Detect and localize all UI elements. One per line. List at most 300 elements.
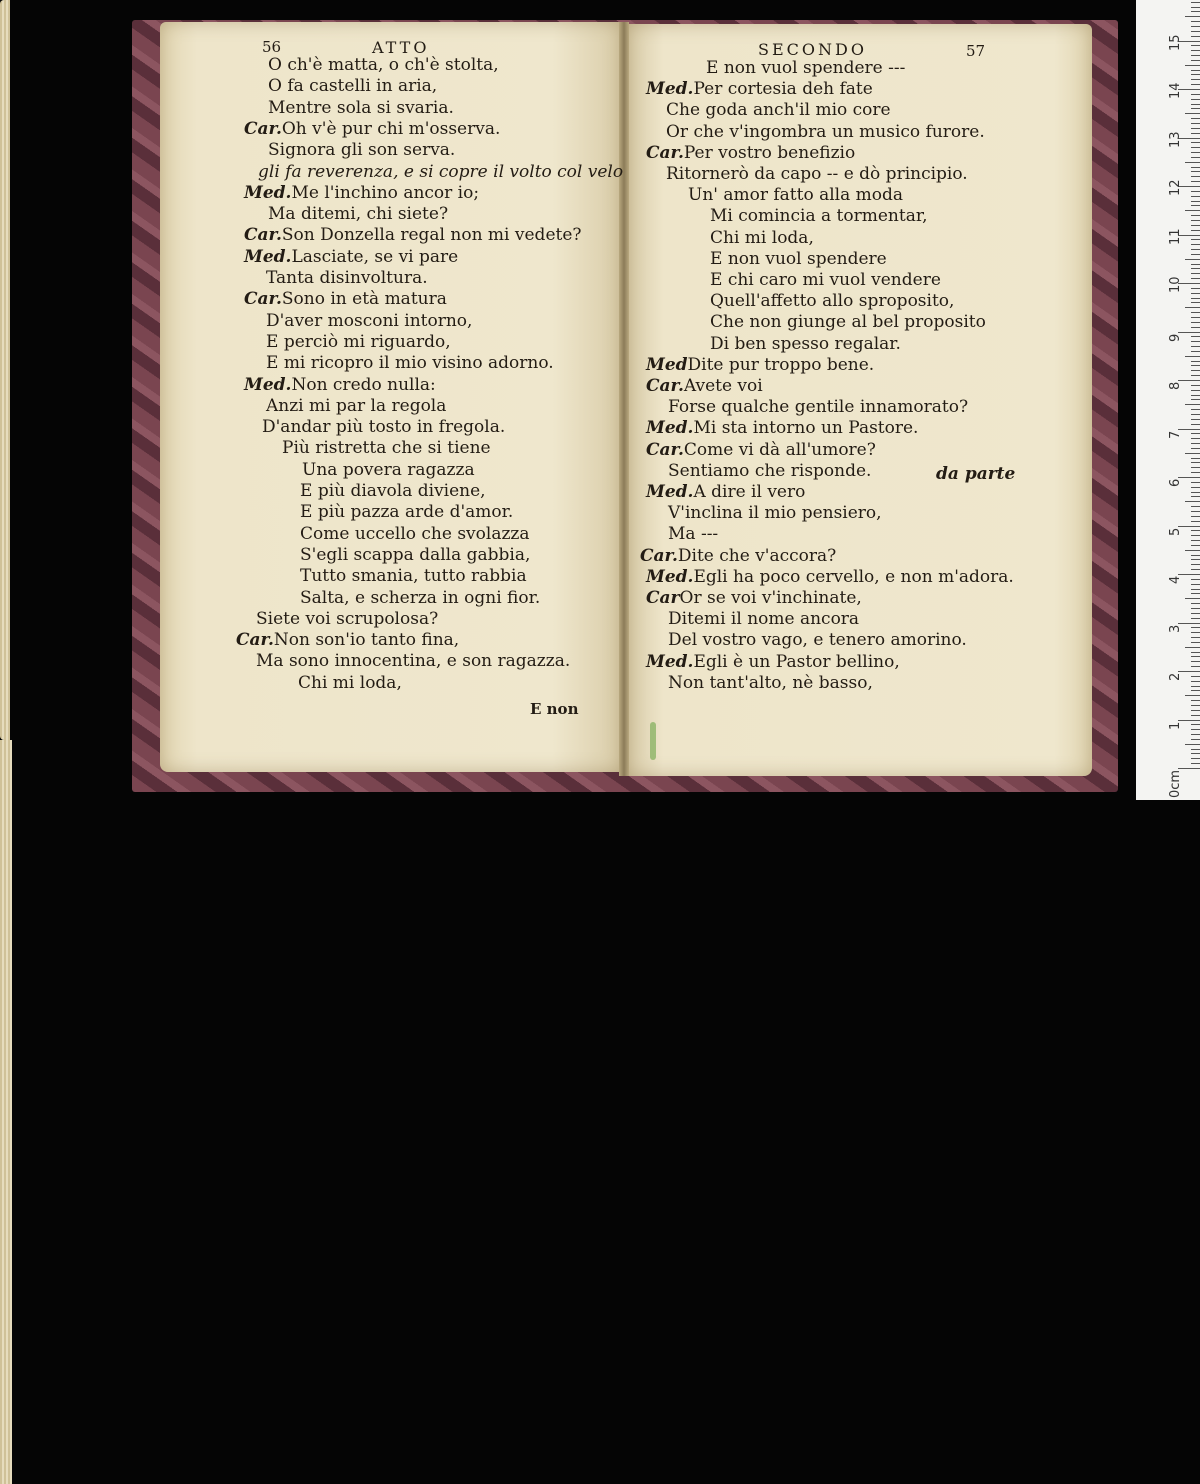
ruler-tick bbox=[1191, 317, 1200, 318]
ruler-tick bbox=[1191, 312, 1200, 313]
ruler-number: 7 bbox=[1168, 430, 1183, 439]
measuring-ruler bbox=[1136, 0, 1200, 800]
text-line bbox=[710, 228, 814, 248]
ruler-tick bbox=[1191, 215, 1200, 216]
ruler-number: 10 bbox=[1168, 276, 1183, 293]
verse-text: Egli ha poco cervello, e non m'adora. bbox=[693, 566, 1014, 587]
text-line bbox=[710, 249, 887, 269]
verse-text: Salta, e scherza in ogni fior. bbox=[300, 587, 541, 608]
ruler-tick bbox=[1185, 404, 1200, 405]
ruler-tick bbox=[1191, 516, 1200, 517]
ruler-tick bbox=[1191, 108, 1200, 109]
ruler-tick bbox=[1191, 545, 1200, 546]
ruler-tick bbox=[1191, 99, 1200, 100]
verse-text: Forse qualche gentile innamorato? bbox=[668, 397, 969, 418]
right-running-head: SECONDO bbox=[758, 40, 867, 59]
left-page-number: 56 bbox=[262, 38, 282, 56]
ruler-tick bbox=[1185, 259, 1200, 260]
ruler-tick bbox=[1191, 60, 1200, 61]
speaker-label: Med. bbox=[244, 246, 292, 267]
ruler-tick bbox=[1191, 579, 1200, 580]
ruler-tick bbox=[1185, 307, 1200, 308]
speaker-label: Car. bbox=[236, 630, 274, 651]
ruler-tick bbox=[1191, 666, 1200, 667]
text-line bbox=[646, 79, 873, 99]
ruler-tick bbox=[1191, 351, 1200, 352]
ruler-tick bbox=[1191, 390, 1200, 391]
verse-text: Come uccello che svolazza bbox=[300, 523, 530, 544]
green-stain bbox=[650, 722, 656, 760]
text-line bbox=[668, 673, 873, 693]
verse-text: Dite pur troppo bene. bbox=[687, 354, 875, 375]
text-line bbox=[668, 630, 967, 650]
ruler-tick bbox=[1191, 302, 1200, 303]
text-line bbox=[244, 247, 458, 267]
text-line bbox=[666, 100, 891, 120]
text-line bbox=[268, 76, 437, 96]
ruler-tick bbox=[1191, 79, 1200, 80]
text-line bbox=[262, 417, 505, 437]
text-line bbox=[266, 396, 446, 416]
speaker-label: Car. bbox=[244, 289, 282, 310]
ruler-tick bbox=[1191, 133, 1200, 134]
ruler-tick bbox=[1191, 361, 1200, 362]
speaker-label: Car. bbox=[646, 439, 684, 460]
ruler-tick bbox=[1191, 637, 1200, 638]
ruler-tick bbox=[1191, 681, 1200, 682]
ruler-tick bbox=[1191, 414, 1200, 415]
ruler-tick bbox=[1191, 758, 1200, 759]
text-line bbox=[300, 566, 527, 586]
ruler-tick bbox=[1191, 409, 1200, 410]
ruler-tick bbox=[1191, 521, 1200, 522]
verse-text: Ditemi il nome ancora bbox=[668, 609, 860, 630]
verse-text: Son Donzella regal non mi vedete? bbox=[281, 225, 582, 246]
ruler-tick bbox=[1191, 2, 1200, 3]
ruler-tick bbox=[1191, 50, 1200, 51]
text-line bbox=[300, 524, 530, 544]
ruler-tick bbox=[1178, 768, 1200, 769]
text-line bbox=[646, 355, 874, 375]
ruler-tick bbox=[1191, 225, 1200, 226]
verse-text: E mi ricopro il mio visino adorno. bbox=[266, 353, 554, 374]
ruler-tick bbox=[1191, 147, 1200, 148]
ruler-tick bbox=[1191, 365, 1200, 366]
speaker-label: Car. bbox=[646, 376, 684, 396]
ruler-tick bbox=[1191, 74, 1200, 75]
ruler-tick bbox=[1191, 55, 1200, 56]
text-line bbox=[646, 143, 855, 163]
verse-text: E chi caro mi vuol vendere bbox=[710, 270, 941, 290]
ruler-tick bbox=[1191, 327, 1200, 328]
speaker-label: Med. bbox=[646, 651, 694, 672]
ruler-tick bbox=[1191, 298, 1200, 299]
verse-text: Una povera ragazza bbox=[302, 459, 475, 480]
ruler-tick bbox=[1191, 424, 1200, 425]
text-line bbox=[710, 206, 928, 226]
text-line bbox=[244, 183, 479, 203]
text-line bbox=[640, 546, 836, 566]
ruler-number: 8 bbox=[1168, 381, 1183, 390]
verse-text: E non vuol spendere bbox=[710, 248, 887, 269]
speaker-label: Med. bbox=[646, 418, 694, 439]
text-line bbox=[244, 289, 447, 309]
text-line bbox=[268, 55, 499, 75]
ruler-tick bbox=[1191, 336, 1200, 337]
verse-text: Del vostro vago, e tenero amorino. bbox=[668, 630, 967, 651]
text-line bbox=[710, 270, 941, 290]
text-line bbox=[300, 502, 513, 522]
ruler-tick bbox=[1191, 700, 1200, 701]
ruler-tick bbox=[1191, 254, 1200, 255]
speaker-label: Med. bbox=[646, 566, 694, 587]
stage-direction-aside: da parte bbox=[936, 464, 1016, 484]
ruler-tick bbox=[1191, 511, 1200, 512]
ruler-tick bbox=[1185, 501, 1200, 502]
ruler-tick bbox=[1191, 191, 1200, 192]
verse-text: Per cortesia deh fate bbox=[693, 79, 873, 100]
ruler-tick bbox=[1191, 157, 1200, 158]
text-line bbox=[668, 609, 859, 629]
ruler-tick bbox=[1178, 429, 1200, 430]
ruler-tick bbox=[1191, 21, 1200, 22]
text-line bbox=[668, 461, 871, 481]
ruler-tick bbox=[1191, 661, 1200, 662]
ruler-tick bbox=[1191, 749, 1200, 750]
ruler-tick bbox=[1191, 264, 1200, 265]
text-line bbox=[266, 311, 472, 331]
ruler-tick bbox=[1191, 559, 1200, 560]
ruler-tick bbox=[1191, 220, 1200, 221]
verse-text: Chi mi loda, bbox=[710, 227, 814, 248]
ruler-tick bbox=[1191, 492, 1200, 493]
ruler-tick bbox=[1191, 734, 1200, 735]
ruler-tick bbox=[1191, 196, 1200, 197]
speaker-label: Med. bbox=[646, 482, 694, 502]
ruler-tick bbox=[1191, 487, 1200, 488]
text-line bbox=[668, 397, 968, 417]
ruler-tick bbox=[1191, 530, 1200, 531]
ruler-number: 5 bbox=[1168, 527, 1183, 536]
ruler-tick bbox=[1191, 506, 1200, 507]
ruler-tick bbox=[1191, 686, 1200, 687]
verse-text: Chi mi loda, bbox=[298, 672, 402, 693]
ruler-tick bbox=[1191, 128, 1200, 129]
ruler-number: 6 bbox=[1168, 478, 1183, 487]
ruler-number: 12 bbox=[1168, 179, 1183, 196]
verse-text: Che non giunge al bel proposito bbox=[710, 312, 986, 333]
verse-text: Dite che v'accora? bbox=[677, 545, 837, 566]
verse-text: Oh v'è pur chi m'osserva. bbox=[281, 118, 501, 139]
speaker-label: Med. bbox=[244, 182, 292, 203]
verse-text: Or che v'ingombra un musico furore. bbox=[666, 121, 985, 142]
ruler-tick bbox=[1191, 142, 1200, 143]
ruler-tick bbox=[1191, 603, 1200, 604]
ruler-tick bbox=[1185, 162, 1200, 163]
verse-text: Tutto smania, tutto rabbia bbox=[300, 566, 527, 587]
ruler-tick bbox=[1191, 438, 1200, 439]
ruler-number: 15 bbox=[1168, 33, 1183, 51]
ruler-tick bbox=[1191, 593, 1200, 594]
ruler-tick bbox=[1191, 656, 1200, 657]
ruler-tick bbox=[1191, 555, 1200, 556]
ruler-tick bbox=[1191, 7, 1200, 8]
text-line bbox=[710, 334, 901, 354]
ruler-tick bbox=[1191, 399, 1200, 400]
ruler-tick bbox=[1191, 613, 1200, 614]
verse-text: Lasciate, se vi pare bbox=[291, 246, 459, 267]
ruler-tick bbox=[1191, 652, 1200, 653]
ruler-tick bbox=[1191, 375, 1200, 376]
ruler-tick bbox=[1191, 104, 1200, 105]
ruler-number: 13 bbox=[1168, 130, 1183, 148]
ruler-tick bbox=[1191, 152, 1200, 153]
ruler-tick bbox=[1185, 65, 1200, 66]
ruler-tick bbox=[1191, 535, 1200, 536]
verse-text: Mi sta intorno un Pastore. bbox=[693, 418, 919, 439]
text-line bbox=[256, 609, 438, 629]
ruler-tick bbox=[1191, 36, 1200, 37]
text-line bbox=[300, 588, 540, 608]
ruler-tick bbox=[1185, 16, 1200, 17]
text-line bbox=[646, 418, 918, 438]
ruler-tick bbox=[1191, 632, 1200, 633]
page-edges-right bbox=[0, 740, 12, 1484]
verse-text: Più ristretta che si tiene bbox=[282, 438, 491, 459]
ruler-tick bbox=[1191, 462, 1200, 463]
page-edges-left bbox=[0, 0, 10, 740]
text-line bbox=[266, 353, 554, 373]
ruler-tick bbox=[1185, 113, 1200, 114]
ruler-tick bbox=[1178, 332, 1200, 333]
ruler-tick bbox=[1191, 118, 1200, 119]
ruler-tick bbox=[1191, 690, 1200, 691]
text-line bbox=[268, 204, 448, 224]
verse-text: Non credo nulla: bbox=[291, 374, 436, 395]
ruler-tick bbox=[1178, 526, 1200, 527]
ruler-tick bbox=[1191, 171, 1200, 172]
ruler-tick bbox=[1191, 715, 1200, 716]
text-line bbox=[646, 440, 876, 460]
ruler-tick bbox=[1191, 584, 1200, 585]
ruler-tick bbox=[1191, 201, 1200, 202]
speaker-label: Car. bbox=[640, 545, 678, 566]
verse-text: Ma --- bbox=[668, 524, 719, 545]
speaker-label: Car. bbox=[244, 225, 282, 246]
verse-text: Non son'io tanto fina, bbox=[273, 630, 460, 651]
ruler-tick bbox=[1191, 288, 1200, 289]
verse-text: Or se voi v'inchinate, bbox=[679, 588, 862, 608]
verse-text: O ch'è matta, o ch'è stolta, bbox=[268, 55, 499, 75]
ruler-tick bbox=[1191, 31, 1200, 32]
verse-text: Sono in età matura bbox=[281, 289, 447, 310]
ruler-tick bbox=[1191, 341, 1200, 342]
verse-text: E più pazza arde d'amor. bbox=[300, 502, 514, 523]
ruler-tick bbox=[1191, 84, 1200, 85]
ruler-tick bbox=[1191, 540, 1200, 541]
ruler-tick bbox=[1191, 167, 1200, 168]
text-line bbox=[302, 460, 475, 480]
verse-text: Un' amor fatto alla moda bbox=[688, 185, 904, 206]
ruler-tick bbox=[1191, 705, 1200, 706]
text-line bbox=[668, 503, 882, 523]
speaker-label: Car. bbox=[244, 118, 282, 139]
verse-text: D'andar più tosto in fregola. bbox=[262, 417, 506, 438]
verse-text: Mentre sola si svaria. bbox=[268, 97, 454, 118]
verse-text: Anzi mi par la regola bbox=[266, 395, 447, 416]
ruler-number: 11 bbox=[1168, 227, 1183, 245]
verse-text: Ma sono innocentina, e son ragazza. bbox=[256, 651, 571, 672]
left-running-head: ATTO bbox=[372, 38, 430, 57]
ruler-tick bbox=[1185, 647, 1200, 648]
ruler-number: 3 bbox=[1168, 624, 1183, 633]
speaker-label: Med. bbox=[244, 374, 292, 395]
speaker-label: Car bbox=[646, 588, 680, 608]
verse-text: V'inclina il mio pensiero, bbox=[668, 503, 882, 524]
verse-text: Tanta disinvoltura. bbox=[266, 268, 428, 288]
text-line bbox=[710, 312, 986, 332]
ruler-tick bbox=[1191, 70, 1200, 71]
ruler-tick bbox=[1185, 598, 1200, 599]
ruler-tick bbox=[1191, 322, 1200, 323]
ruler-tick bbox=[1191, 589, 1200, 590]
ruler-tick bbox=[1191, 739, 1200, 740]
text-line bbox=[646, 567, 1014, 587]
text-line bbox=[668, 524, 718, 544]
text-line bbox=[646, 376, 763, 396]
ruler-tick bbox=[1191, 11, 1200, 12]
ruler-tick bbox=[1191, 627, 1200, 628]
text-line bbox=[236, 630, 459, 650]
ruler-tick bbox=[1191, 385, 1200, 386]
ruler-tick bbox=[1191, 419, 1200, 420]
ruler-number: 2 bbox=[1168, 672, 1183, 681]
ruler-tick bbox=[1191, 482, 1200, 483]
verse-text: Mi comincia a tormentar, bbox=[710, 206, 928, 227]
ruler-tick bbox=[1191, 753, 1200, 754]
speaker-label: Med bbox=[646, 354, 688, 375]
verse-text: Me l'inchino ancor io; bbox=[291, 182, 480, 203]
verse-text: Avete voi bbox=[683, 376, 763, 396]
ruler-tick bbox=[1191, 230, 1200, 231]
verse-text: Non tant'alto, nè basso, bbox=[668, 672, 873, 693]
ruler-tick bbox=[1185, 453, 1200, 454]
text-line bbox=[646, 482, 805, 502]
text-line bbox=[258, 162, 623, 182]
verse-text: Che goda anch'il mio core bbox=[666, 100, 891, 121]
verse-text: Sentiamo che risponde. bbox=[668, 460, 872, 481]
verse-text: Egli è un Pastor bellino, bbox=[693, 651, 900, 672]
ruler-tick bbox=[1191, 94, 1200, 95]
ruler-tick bbox=[1191, 763, 1200, 764]
verse-text: E più diavola diviene, bbox=[300, 481, 486, 501]
ruler-tick bbox=[1178, 623, 1200, 624]
verse-text: D'aver mosconi intorno, bbox=[266, 310, 473, 331]
ruler-tick bbox=[1185, 550, 1200, 551]
ruler-number: 9 bbox=[1168, 333, 1183, 342]
verse-text: O fa castelli in aria, bbox=[268, 76, 438, 97]
ruler-tick bbox=[1191, 472, 1200, 473]
ruler-tick bbox=[1191, 273, 1200, 274]
ruler-tick bbox=[1191, 249, 1200, 250]
ruler-tick bbox=[1185, 356, 1200, 357]
verse-text: Ritornerò da capo -- e dò principio. bbox=[666, 164, 968, 184]
text-line bbox=[282, 438, 491, 458]
ruler-tick bbox=[1191, 181, 1200, 182]
ruler-tick bbox=[1191, 268, 1200, 269]
ruler-tick bbox=[1191, 26, 1200, 27]
ruler-tick bbox=[1191, 618, 1200, 619]
text-line bbox=[300, 481, 486, 501]
ruler-tick bbox=[1191, 205, 1200, 206]
ruler-tick bbox=[1191, 448, 1200, 449]
right-page-number: 57 bbox=[966, 42, 986, 60]
ruler-tick bbox=[1191, 564, 1200, 565]
ruler-number: 1 bbox=[1168, 721, 1183, 730]
text-line bbox=[688, 185, 903, 205]
ruler-tick bbox=[1191, 676, 1200, 677]
text-line bbox=[256, 651, 570, 671]
verse-text: Ma ditemi, chi siete? bbox=[268, 204, 449, 225]
verse-text: Per vostro benefizio bbox=[683, 142, 856, 163]
text-line bbox=[710, 291, 954, 311]
verse-text: E non vuol spendere --- bbox=[706, 58, 906, 78]
ruler-tick bbox=[1178, 720, 1200, 721]
text-line bbox=[666, 122, 985, 142]
text-line bbox=[298, 673, 402, 693]
ruler-tick bbox=[1191, 45, 1200, 46]
ruler-tick bbox=[1191, 370, 1200, 371]
text-line bbox=[666, 164, 968, 184]
ruler-number: 14 bbox=[1168, 82, 1183, 99]
ruler-tick bbox=[1191, 729, 1200, 730]
verse-text: gli fa reverenza, e si copre il volto col velo bbox=[258, 161, 624, 182]
verse-text: S'egli scappa dalla gabbia, bbox=[300, 544, 531, 565]
text-line bbox=[266, 268, 428, 288]
text-line bbox=[268, 98, 454, 118]
ruler-tick bbox=[1185, 744, 1200, 745]
ruler-tick bbox=[1185, 210, 1200, 211]
ruler-tick bbox=[1191, 278, 1200, 279]
verse-text: E perciò mi riguardo, bbox=[266, 331, 451, 352]
ruler-tick bbox=[1191, 642, 1200, 643]
ruler-tick bbox=[1191, 293, 1200, 294]
ruler-tick bbox=[1191, 458, 1200, 459]
ruler-tick bbox=[1191, 239, 1200, 240]
text-line bbox=[646, 652, 900, 672]
ruler-tick bbox=[1191, 710, 1200, 711]
ruler-tick bbox=[1191, 433, 1200, 434]
text-line bbox=[266, 332, 451, 352]
verse-text: Siete voi scrupolosa? bbox=[256, 608, 439, 629]
left-catchword: E non bbox=[530, 700, 579, 718]
speaker-label: Med. bbox=[646, 79, 694, 100]
ruler-number: 0cm bbox=[1168, 769, 1183, 798]
book-gutter bbox=[619, 22, 629, 776]
ruler-tick bbox=[1191, 244, 1200, 245]
ruler-tick bbox=[1191, 443, 1200, 444]
text-line bbox=[244, 119, 500, 139]
text-line bbox=[244, 375, 436, 395]
ruler-tick bbox=[1191, 467, 1200, 468]
ruler-tick bbox=[1191, 123, 1200, 124]
speaker-label: Car. bbox=[646, 142, 684, 163]
text-line bbox=[268, 140, 455, 160]
ruler-tick bbox=[1191, 496, 1200, 497]
verse-text: Quell'affetto allo sproposito, bbox=[710, 291, 955, 312]
ruler-tick bbox=[1191, 724, 1200, 725]
verse-text: Come vi dà all'umore? bbox=[683, 439, 876, 460]
